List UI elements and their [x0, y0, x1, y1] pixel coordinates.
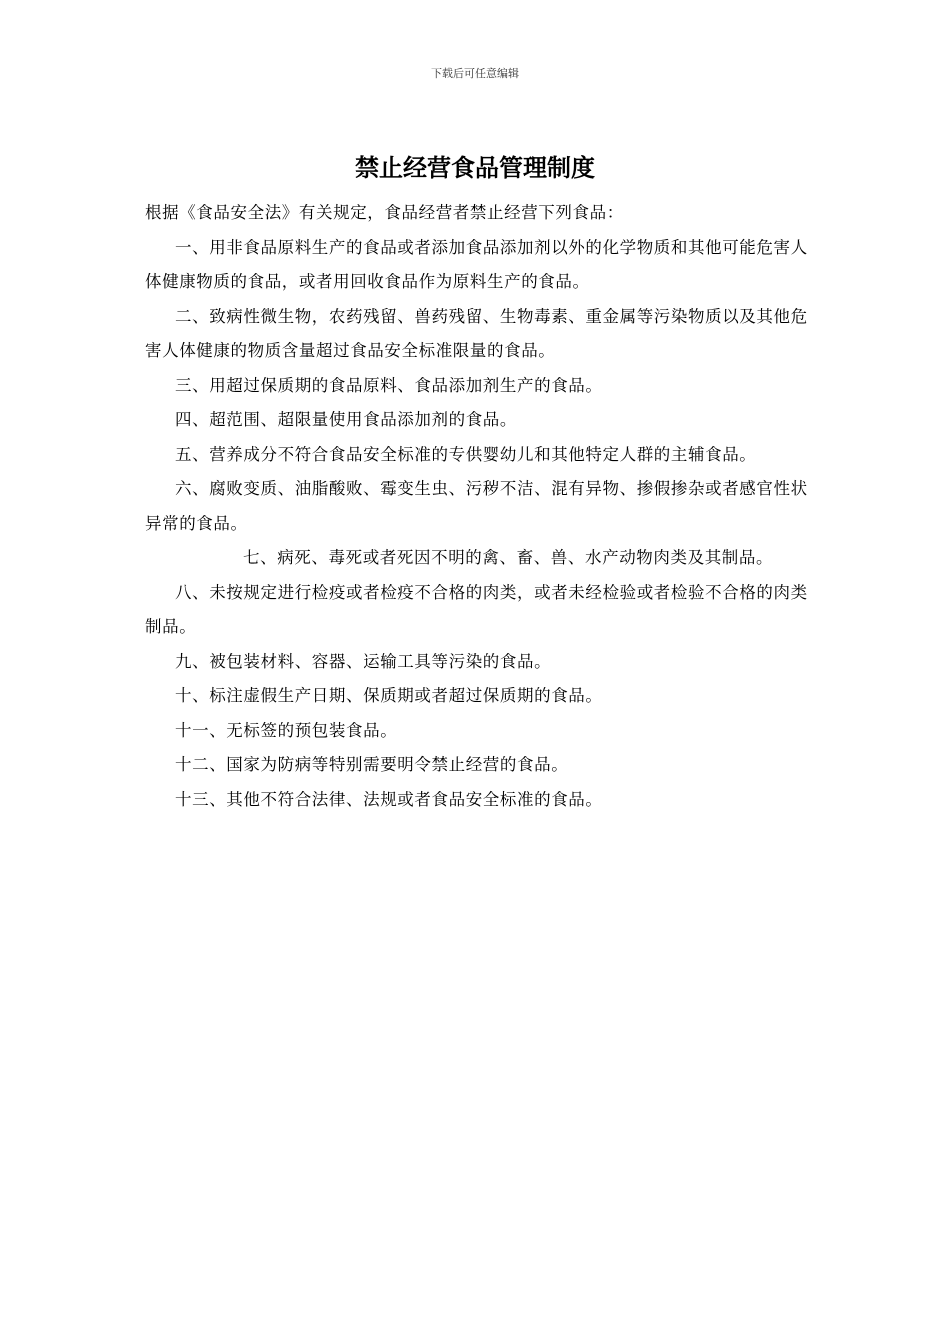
- list-item-13: 十三、其他不符合法律、法规或者食品安全标准的食品。: [175, 789, 603, 809]
- list-item-4: 四、超范围、超限量使用食品添加剂的食品。: [175, 410, 517, 429]
- document-body: [145, 196, 809, 817]
- list-item-1: 一、用非食品原料生产的食品或者添加食品添加剂以外的化学物质和其他可能危害人体健康物质的食品，或者用回收食品作为原料生产的食品。: [145, 237, 808, 291]
- list-item-11: 十一、无标签的预包装食品。: [175, 720, 398, 740]
- header-note: 下载后可任意编辑: [431, 67, 519, 80]
- list-item-9: 九、被包装材料、容器、运输工具等污染的食品。: [175, 651, 552, 671]
- list-item-5: 五、营养成分不符合食品安全标准的专供婴幼儿和其他特定人群的主辅食品。: [175, 444, 757, 464]
- list-item-10: 十、标注虚假生产日期、保质期或者超过保质期的食品。: [175, 686, 603, 705]
- document-title: 禁止经营食品管理制度: [355, 154, 595, 182]
- list-item-2: 二、致病性微生物，农药残留、兽药残留、生物毒素、重金属等污染物质以及其他危害人体健康的物质含量超过食品安全标准限量的食品。: [145, 306, 808, 360]
- list-item-6: 六、腐败变质、油脂酸败、霉变生虫、污秽不洁、混有异物、掺假掺杂或者感官性状异常的食品。: [145, 479, 808, 533]
- intro-paragraph: 根据《食品安全法》有关规定，食品经营者禁止经营下列食品：: [145, 203, 624, 222]
- list-item-8: 八、未按规定进行检疫或者检疫不合格的肉类，或者未经检验或者检验不合格的肉类制品。: [145, 582, 808, 636]
- list-item-7: 七、病死、毒死或者死因不明的禽、畜、兽、水产动物肉类及其制品。: [243, 548, 774, 567]
- list-item-12: 十二、国家为防病等特别需要明令禁止经营的食品。: [175, 755, 569, 774]
- list-item-3: 三、用超过保质期的食品原料、食品添加剂生产的食品。: [175, 375, 603, 395]
